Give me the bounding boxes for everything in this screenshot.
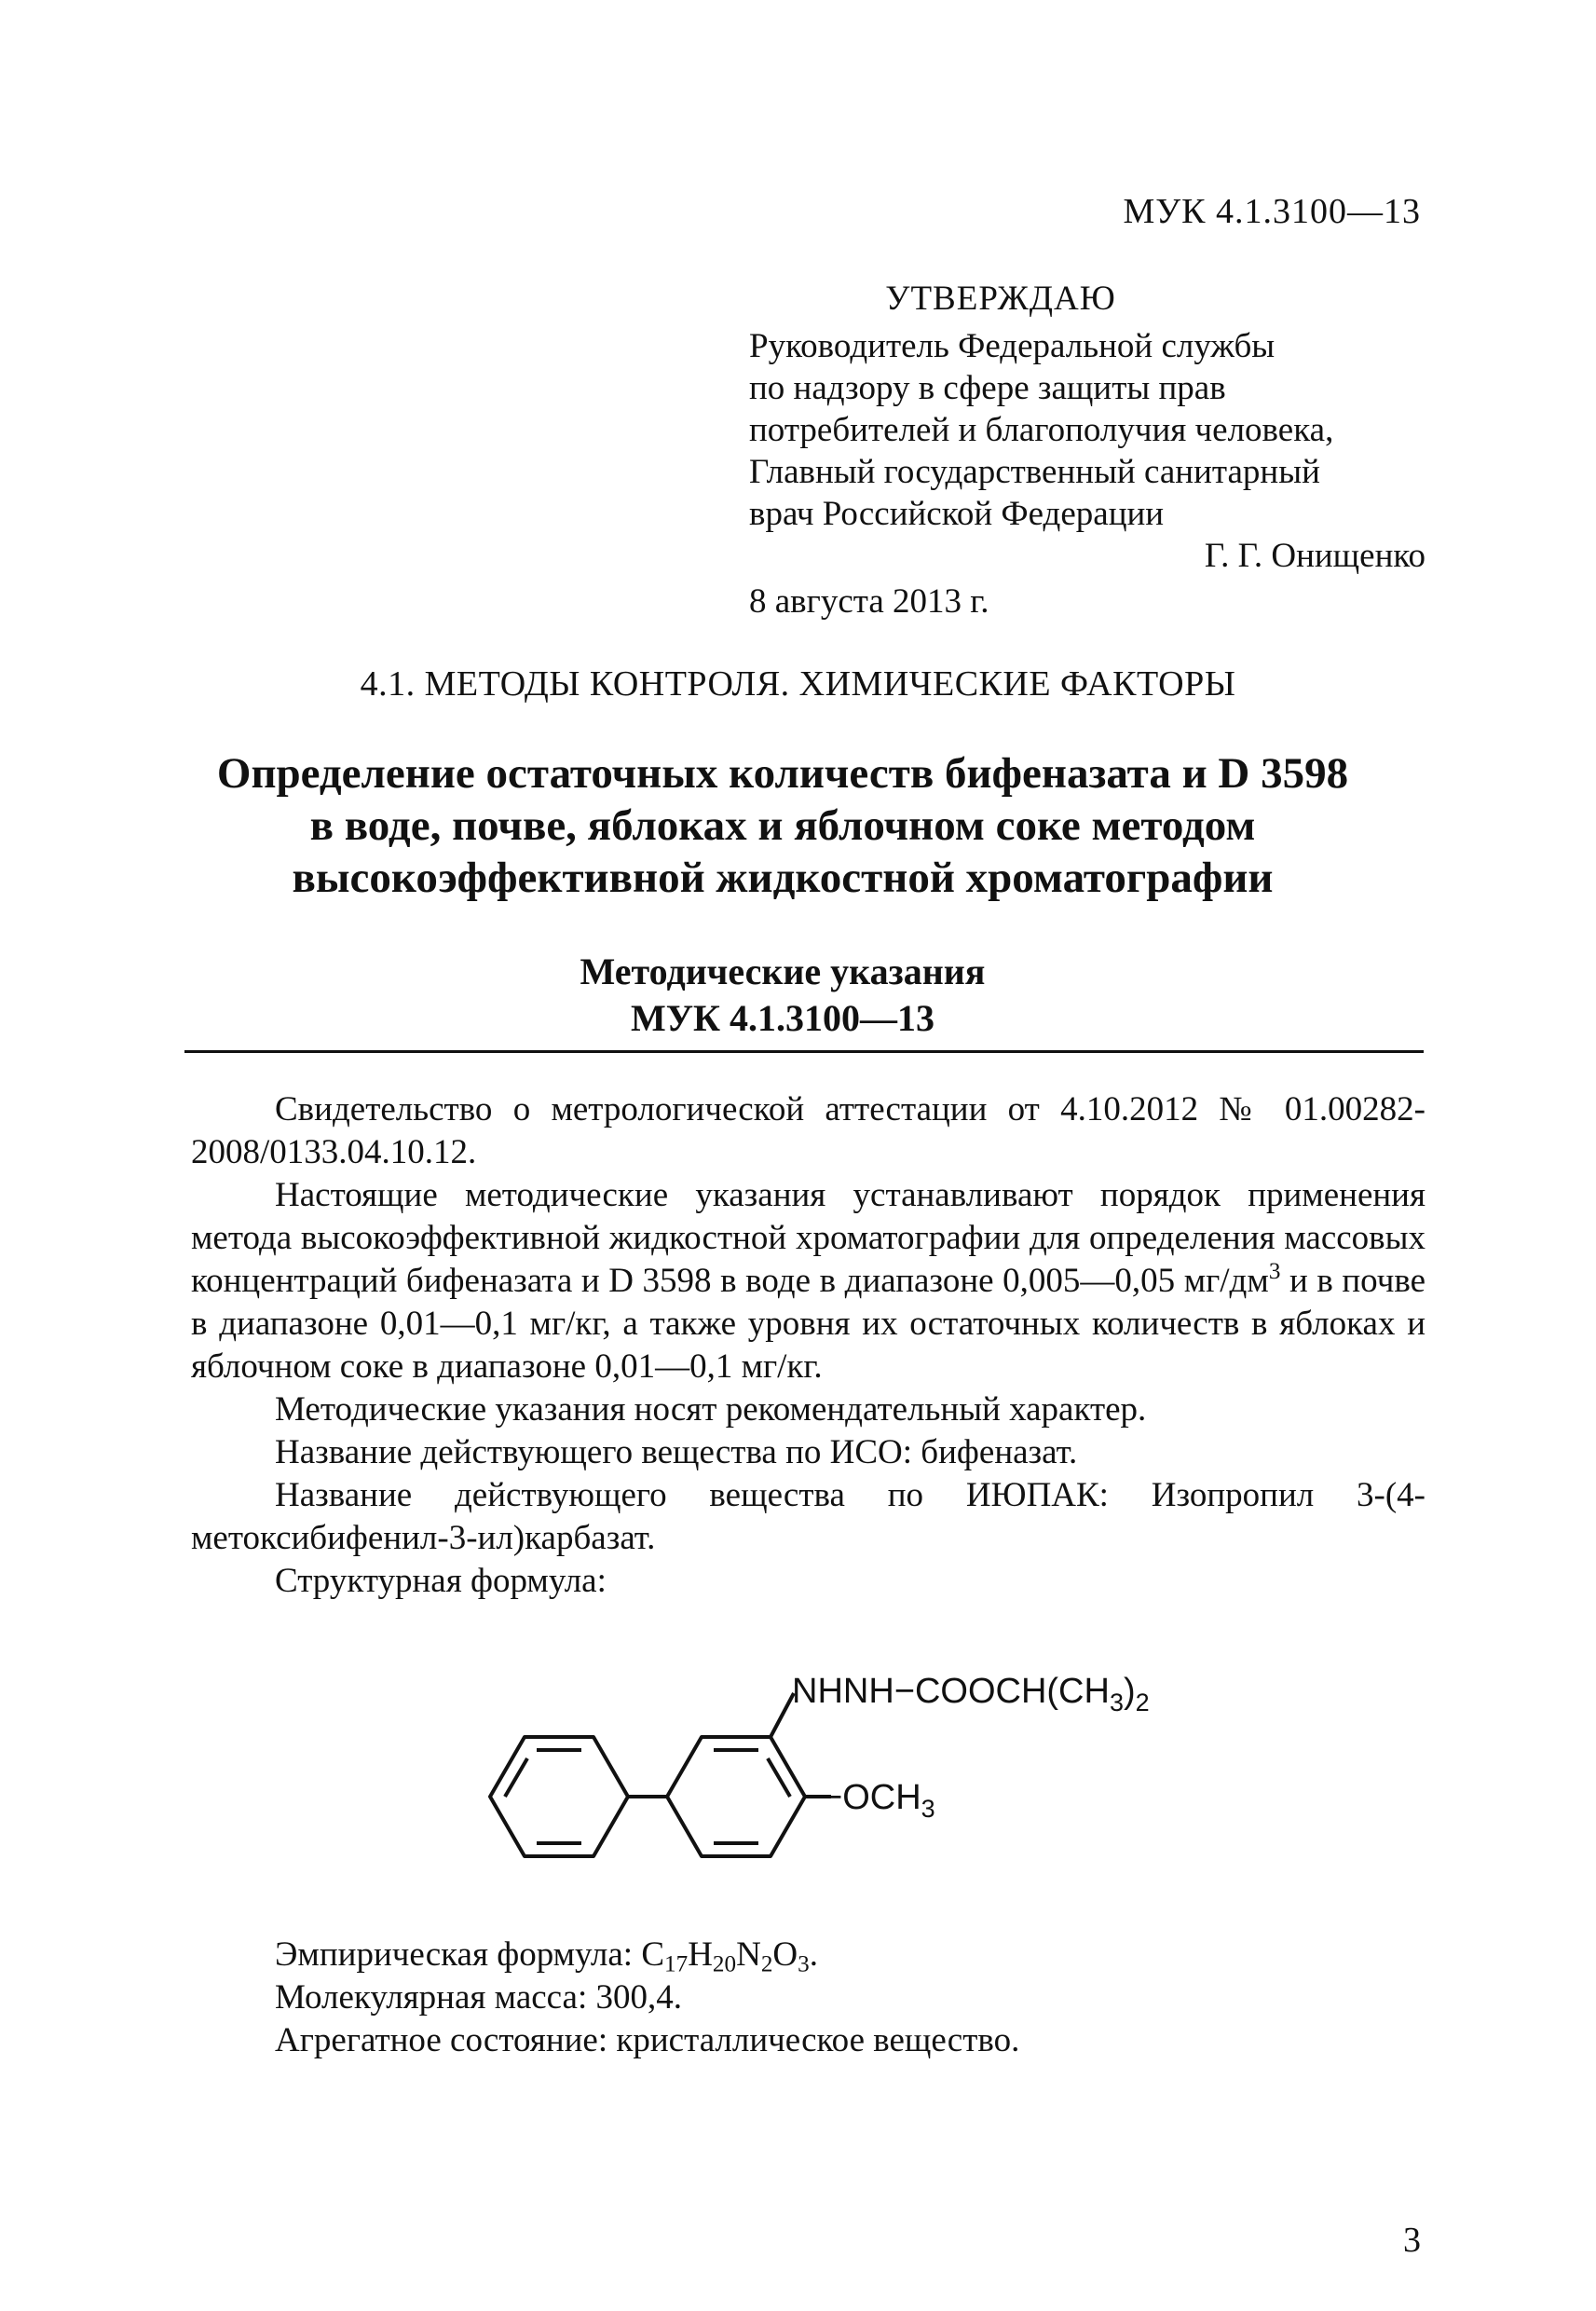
method-title (140, 949, 1425, 1042)
aggregate-state: Агрегатное состояние: кристаллическое вещество. (275, 2021, 1020, 2059)
iso-name-paragraph: Название действующего вещества по ИСО: бифеназат. (275, 1433, 1078, 1471)
document-code-header: МУК 4.1.3100—13 (1123, 192, 1421, 231)
certificate-paragraph: Свидетельство о метрологической аттестации от 4.10.2012 № 01.00282-2008/0133.04.10.12. (191, 1090, 1425, 1171)
approval-title: УТВЕРЖДАЮ (885, 280, 1116, 318)
approval-line: потребителей и благополучия человека, (749, 411, 1334, 449)
scope-superscript: 3 (1268, 1259, 1281, 1285)
method-code: МУК 4.1.3100—13 (630, 997, 935, 1039)
approval-line: врач Российской Федерации (749, 495, 1165, 533)
structural-formula-label: Структурная формула: (275, 1562, 607, 1600)
document-title (140, 747, 1425, 904)
method-type: Методические указания (580, 950, 986, 992)
approval-line: Главный государственный санитарный (749, 453, 1320, 491)
methoxyphenyl-ring (667, 1737, 805, 1856)
approval-signer: Г. Г. Онищенко (1204, 537, 1425, 575)
approval-line: Руководитель Федеральной службы (749, 327, 1275, 365)
page-number: 3 (1403, 2221, 1421, 2260)
scope-paragraph (191, 1174, 1425, 1388)
approval-block (749, 278, 1425, 622)
approval-date: 8 августа 2013 г. (749, 582, 989, 621)
scope-text-part2: и в почве в диапазоне 0,01—0,1 мг/кг, а также уровня их остаточных количеств в яблоках и яблочном соке в диапазоне 0,01—0,1 мг/кг. (191, 1262, 1425, 1386)
title-line: Определение остаточных количеств бифеназата и D 3598 (216, 749, 1349, 798)
hydrazine-bond (771, 1693, 794, 1737)
structural-formula-diagram (447, 1673, 1211, 1915)
substance-properties (191, 1934, 1425, 2062)
methoxy-group: $-OCH_3$ (822, 1778, 935, 1823)
scope-text-part1: Настоящие методические указания устанавливают порядок применения метода высокоэффективной жидкостной хроматографии для определения массовых концентраций бифеназата и D 3598 в воде в диапазоне 0,005—0,05 мг/дм (191, 1176, 1425, 1300)
empirical-formula: Эмпирическая формула: $C_{17}H_{20}N_2O_3$. (275, 1935, 818, 1977)
hydrazine-carboxylate-group: $NHNH-COOCH(CH_3)_2$ (792, 1673, 1150, 1716)
approval-line: по надзору в сфере защиты прав (749, 369, 1226, 407)
iupac-name-paragraph: Название действующего вещества по ИЮПАК: Изопропил 3-(4-метоксибифенил-3-ил)карбазат. (191, 1476, 1425, 1557)
body-text (191, 1088, 1425, 1603)
title-line: высокоэффективной жидкостной хроматографии (292, 854, 1274, 902)
title-divider (184, 1050, 1424, 1053)
molar-mass: Молекулярная масса: 300,4. (275, 1978, 683, 2017)
section-heading: 4.1. МЕТОДЫ КОНТРОЛЯ. ХИМИЧЕСКИЕ ФАКТОРЫ (360, 664, 1236, 704)
phenyl-ring (490, 1737, 628, 1856)
advisory-paragraph: Методические указания носят рекомендательный характер. (275, 1390, 1147, 1429)
title-line: в воде, почве, яблоках и яблочном соке методом (309, 801, 1256, 850)
